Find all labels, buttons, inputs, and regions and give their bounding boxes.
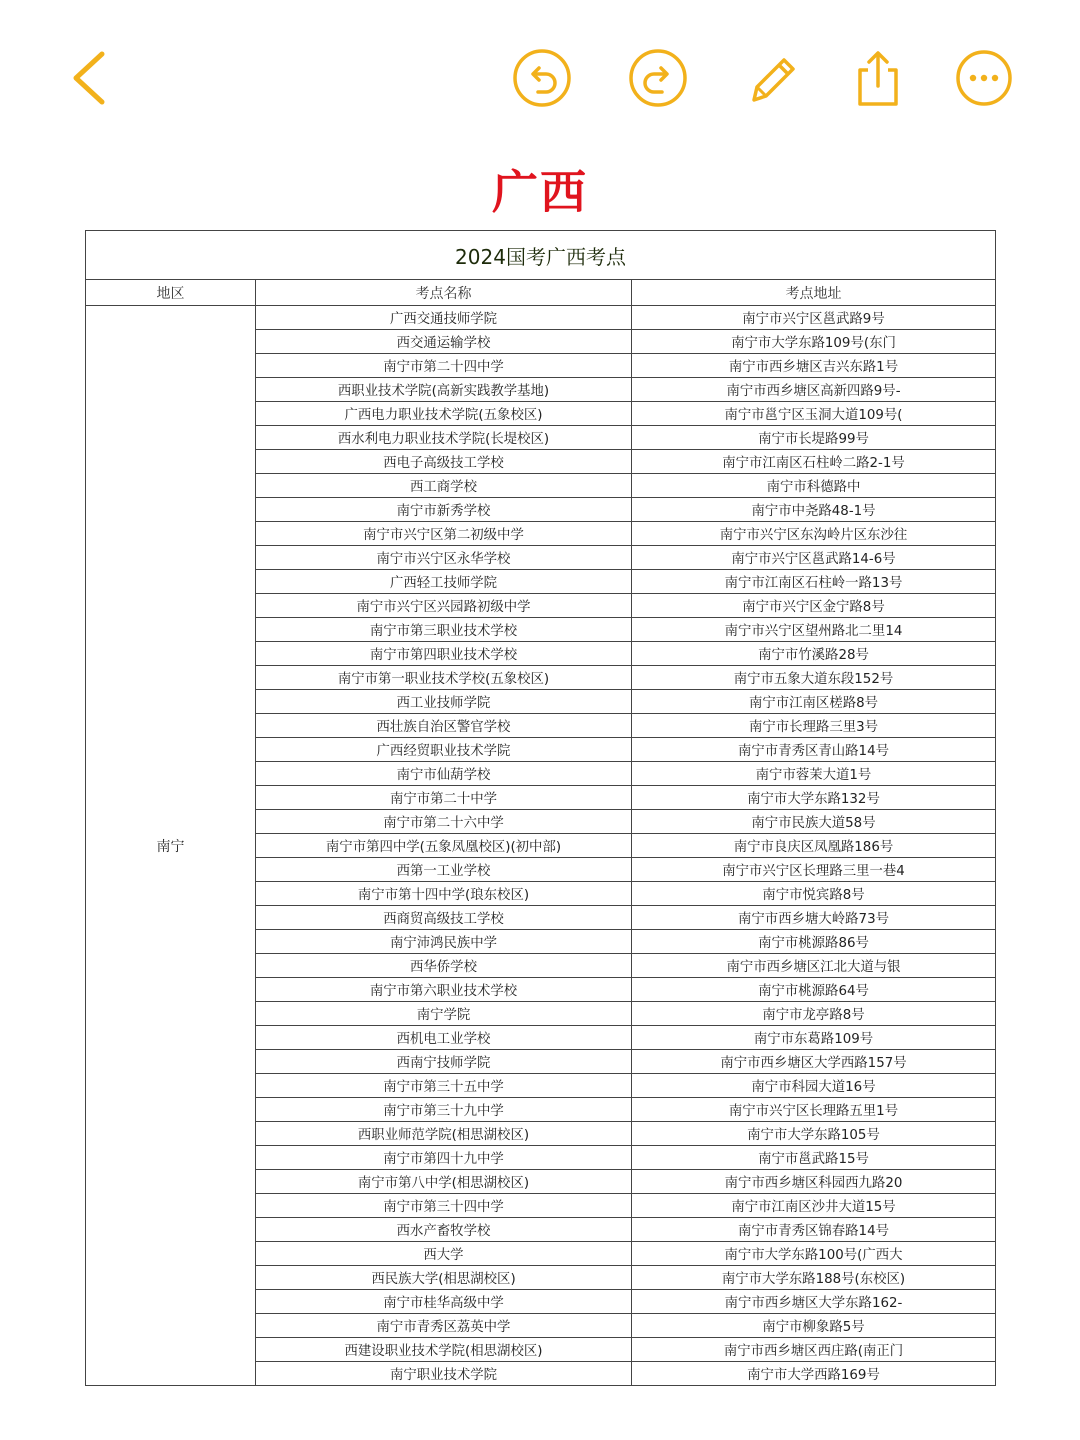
address-cell: 南宁市兴宁区长理路三里一巷4 bbox=[632, 858, 996, 882]
address-cell: 南宁市大学西路169号 bbox=[632, 1362, 996, 1386]
address-cell: 南宁市青秀区锦春路14号 bbox=[632, 1218, 996, 1242]
address-cell: 南宁市西乡塘区大学东路162- bbox=[632, 1290, 996, 1314]
more-icon bbox=[952, 46, 1016, 110]
address-cell: 南宁市中尧路48-1号 bbox=[632, 498, 996, 522]
redo-button[interactable] bbox=[626, 46, 690, 110]
site-name-cell: 南宁学院 bbox=[256, 1002, 632, 1026]
site-name-cell: 西大学 bbox=[256, 1242, 632, 1266]
markup-button[interactable] bbox=[740, 46, 804, 110]
undo-button[interactable] bbox=[510, 46, 574, 110]
table-row bbox=[86, 306, 996, 330]
address-cell: 南宁市长理路三里3号 bbox=[632, 714, 996, 738]
address-cell: 南宁市五象大道东段152号 bbox=[632, 666, 996, 690]
address-cell: 南宁市青秀区青山路14号 bbox=[632, 738, 996, 762]
address-cell: 南宁市西乡塘区吉兴东路1号 bbox=[632, 354, 996, 378]
site-name-cell: 南宁市第八中学(相思湖校区) bbox=[256, 1170, 632, 1194]
address-cell: 南宁市西乡塘大岭路73号 bbox=[632, 906, 996, 930]
undo-icon bbox=[510, 46, 574, 110]
site-name-cell: 南宁市第六职业技术学校 bbox=[256, 978, 632, 1002]
address-cell: 南宁市西乡塘区西庄路(南正门 bbox=[632, 1338, 996, 1362]
redo-icon bbox=[626, 46, 690, 110]
address-cell: 南宁市东葛路109号 bbox=[632, 1026, 996, 1050]
site-name-cell: 南宁市第二十六中学 bbox=[256, 810, 632, 834]
address-cell: 南宁市西乡塘区科园西九路20 bbox=[632, 1170, 996, 1194]
table-body bbox=[86, 306, 996, 1386]
address-cell: 南宁市江南区石柱岭一路13号 bbox=[632, 570, 996, 594]
address-cell: 南宁市竹溪路28号 bbox=[632, 642, 996, 666]
site-name-cell: 南宁市桂华高级中学 bbox=[256, 1290, 632, 1314]
address-cell: 南宁市桃源路86号 bbox=[632, 930, 996, 954]
address-cell: 南宁市西乡塘区江北大道与银 bbox=[632, 954, 996, 978]
site-name-cell: 西商贸高级技工学校 bbox=[256, 906, 632, 930]
site-name-cell: 西壮族自治区警官学校 bbox=[256, 714, 632, 738]
exam-site-table-container bbox=[85, 230, 995, 1386]
address-cell: 南宁市邕武路15号 bbox=[632, 1146, 996, 1170]
site-name-cell: 南宁市青秀区荔英中学 bbox=[256, 1314, 632, 1338]
back-icon bbox=[60, 46, 124, 110]
site-name-cell: 西华侨学校 bbox=[256, 954, 632, 978]
site-name-cell: 南宁职业技术学院 bbox=[256, 1362, 632, 1386]
site-name-cell: 西工商学校 bbox=[256, 474, 632, 498]
address-cell: 南宁市良庆区凤凰路186号 bbox=[632, 834, 996, 858]
site-name-cell: 西水产畜牧学校 bbox=[256, 1218, 632, 1242]
address-cell: 南宁市长堤路99号 bbox=[632, 426, 996, 450]
column-header-address: 考点地址 bbox=[632, 280, 996, 306]
share-button[interactable] bbox=[846, 46, 910, 110]
exam-site-table bbox=[85, 230, 996, 1386]
address-cell: 南宁市兴宁区金宁路8号 bbox=[632, 594, 996, 618]
pencil-icon bbox=[740, 46, 804, 110]
site-name-cell: 南宁市第二十四中学 bbox=[256, 354, 632, 378]
site-name-cell: 南宁市第二十中学 bbox=[256, 786, 632, 810]
address-cell: 南宁市兴宁区望州路北二里14 bbox=[632, 618, 996, 642]
column-header-region: 地区 bbox=[86, 280, 256, 306]
address-cell: 南宁市民族大道58号 bbox=[632, 810, 996, 834]
site-name-cell: 南宁市第三职业技术学校 bbox=[256, 618, 632, 642]
site-name-cell: 南宁市第四职业技术学校 bbox=[256, 642, 632, 666]
site-name-cell: 广西轻工技师学院 bbox=[256, 570, 632, 594]
site-name-cell: 西第一工业学校 bbox=[256, 858, 632, 882]
address-cell: 南宁市兴宁区邕武路14-6号 bbox=[632, 546, 996, 570]
address-cell: 南宁市兴宁区长理路五里1号 bbox=[632, 1098, 996, 1122]
site-name-cell: 广西电力职业技术学院(五象校区) bbox=[256, 402, 632, 426]
column-header-site-name: 考点名称 bbox=[256, 280, 632, 306]
site-name-cell: 西职业师范学院(相思湖校区) bbox=[256, 1122, 632, 1146]
site-name-cell: 西机电工业学校 bbox=[256, 1026, 632, 1050]
site-name-cell: 西水利电力职业技术学院(长堤校区) bbox=[256, 426, 632, 450]
address-cell: 南宁市龙亭路8号 bbox=[632, 1002, 996, 1026]
address-cell: 南宁市大学东路109号(东门 bbox=[632, 330, 996, 354]
address-cell: 南宁市桃源路64号 bbox=[632, 978, 996, 1002]
site-name-cell: 西电子高级技工学校 bbox=[256, 450, 632, 474]
site-name-cell: 南宁市兴宁区永华学校 bbox=[256, 546, 632, 570]
address-cell: 南宁市大学东路100号(广西大 bbox=[632, 1242, 996, 1266]
site-name-cell: 南宁沛鸿民族中学 bbox=[256, 930, 632, 954]
address-cell: 南宁市大学东路132号 bbox=[632, 786, 996, 810]
site-name-cell: 西南宁技师学院 bbox=[256, 1050, 632, 1074]
table-caption: 2024国考广西考点 bbox=[86, 231, 996, 280]
site-name-cell: 南宁市新秀学校 bbox=[256, 498, 632, 522]
site-name-cell: 西职业技术学院(高新实践教学基地) bbox=[256, 378, 632, 402]
site-name-cell: 南宁市仙葫学校 bbox=[256, 762, 632, 786]
address-cell: 南宁市柳象路5号 bbox=[632, 1314, 996, 1338]
more-button[interactable] bbox=[952, 46, 1016, 110]
address-cell: 南宁市大学东路188号(东校区) bbox=[632, 1266, 996, 1290]
address-cell: 南宁市蓉茉大道1号 bbox=[632, 762, 996, 786]
site-name-cell: 南宁市第四中学(五象凤凰校区)(初中部) bbox=[256, 834, 632, 858]
address-cell: 南宁市江南区沙井大道15号 bbox=[632, 1194, 996, 1218]
address-cell: 南宁市悦宾路8号 bbox=[632, 882, 996, 906]
site-name-cell: 西建设职业技术学院(相思湖校区) bbox=[256, 1338, 632, 1362]
address-cell: 南宁市邕宁区玉洞大道109号( bbox=[632, 402, 996, 426]
site-name-cell: 南宁市第四十九中学 bbox=[256, 1146, 632, 1170]
address-cell: 南宁市江南区石柱岭二路2-1号 bbox=[632, 450, 996, 474]
site-name-cell: 南宁市兴宁区兴园路初级中学 bbox=[256, 594, 632, 618]
address-cell: 南宁市兴宁区东沟岭片区东沙往 bbox=[632, 522, 996, 546]
address-cell: 南宁市兴宁区邕武路9号 bbox=[632, 306, 996, 330]
site-name-cell: 南宁市第十四中学(琅东校区) bbox=[256, 882, 632, 906]
back-button[interactable] bbox=[60, 46, 124, 110]
site-name-cell: 西工业技师学院 bbox=[256, 690, 632, 714]
share-icon bbox=[846, 46, 910, 110]
address-cell: 南宁市科德路中 bbox=[632, 474, 996, 498]
region-cell: 南宁 bbox=[86, 306, 256, 1386]
address-cell: 南宁市科园大道16号 bbox=[632, 1074, 996, 1098]
site-name-cell: 广西交通技师学院 bbox=[256, 306, 632, 330]
page-title: 广西 bbox=[492, 165, 588, 219]
toolbar bbox=[0, 0, 1080, 150]
address-cell: 南宁市大学东路105号 bbox=[632, 1122, 996, 1146]
site-name-cell: 南宁市第三十四中学 bbox=[256, 1194, 632, 1218]
site-name-cell: 南宁市第三十九中学 bbox=[256, 1098, 632, 1122]
site-name-cell: 广西经贸职业技术学院 bbox=[256, 738, 632, 762]
address-cell: 南宁市西乡塘区大学西路157号 bbox=[632, 1050, 996, 1074]
site-name-cell: 西民族大学(相思湖校区) bbox=[256, 1266, 632, 1290]
address-cell: 南宁市西乡塘区高新四路9号- bbox=[632, 378, 996, 402]
site-name-cell: 西交通运输学校 bbox=[256, 330, 632, 354]
address-cell: 南宁市江南区槎路8号 bbox=[632, 690, 996, 714]
site-name-cell: 南宁市第三十五中学 bbox=[256, 1074, 632, 1098]
site-name-cell: 南宁市兴宁区第二初级中学 bbox=[256, 522, 632, 546]
site-name-cell: 南宁市第一职业技术学校(五象校区) bbox=[256, 666, 632, 690]
